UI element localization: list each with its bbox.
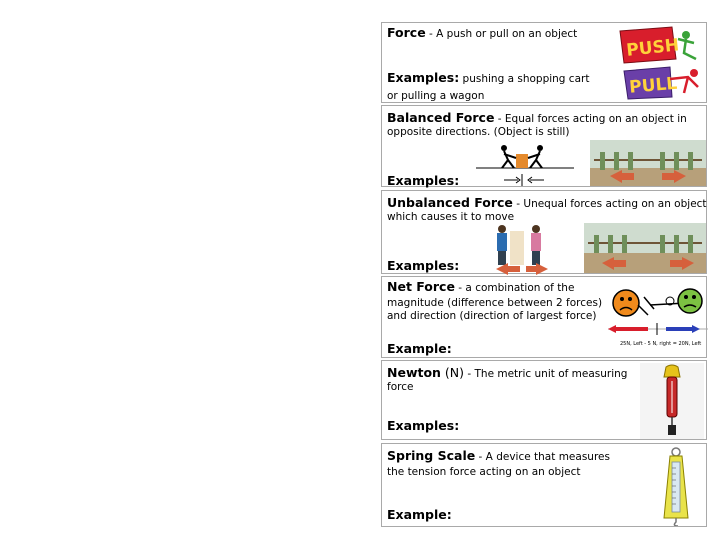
face-left-icon bbox=[613, 290, 639, 316]
newton-examples-label: Examples: bbox=[387, 418, 460, 433]
balanced-push-box-image bbox=[474, 142, 576, 186]
spring-scale-image bbox=[648, 446, 702, 526]
net-definition-line3: and direction (direction of largest force) bbox=[387, 310, 597, 322]
pull-sign bbox=[624, 67, 698, 99]
newton-card bbox=[381, 360, 707, 440]
unbalanced-examples-label: Examples: bbox=[387, 258, 460, 273]
force-examples: Examples: pushing a shopping cart bbox=[387, 70, 590, 85]
net-force-card bbox=[381, 276, 707, 358]
examples-label: Examples: bbox=[387, 70, 460, 85]
spring-definition-line2: the tension force acting on an object bbox=[387, 466, 581, 478]
balanced-definition-line2: opposite directions. (Object is still) bbox=[387, 126, 570, 138]
term-balanced-force: Balanced Force bbox=[387, 110, 495, 125]
net-definition-line2: magnitude (difference between 2 forces) bbox=[387, 297, 603, 309]
net-example-label: Example: bbox=[387, 341, 452, 356]
push-pull-clipart bbox=[614, 25, 704, 101]
balanced-definition: Balanced Force - Equal forces acting on an object in bbox=[387, 110, 687, 125]
balanced-examples-label: Examples: bbox=[387, 173, 460, 188]
force-card bbox=[381, 22, 707, 103]
unbalanced-force-card bbox=[381, 190, 707, 274]
push-sign bbox=[620, 27, 696, 63]
spring-definition: Spring Scale - A device that measures bbox=[387, 448, 610, 463]
balanced-tug-of-war-image bbox=[590, 140, 706, 186]
left-force-arrow-icon bbox=[608, 325, 648, 333]
force-definition: Force - A push or pull on an object bbox=[387, 25, 578, 40]
newton-definition: Newton (N) - The metric unit of measuring bbox=[387, 365, 628, 380]
term-net-force: Net Force bbox=[387, 279, 455, 294]
unbalanced-definition-line2: which causes it to move bbox=[387, 211, 515, 223]
unbalanced-definition: Unbalanced Force - Unequal forces acting on an object bbox=[387, 195, 707, 210]
right-force-arrow-icon bbox=[666, 325, 700, 333]
unbalanced-tug-of-war-image bbox=[584, 223, 706, 273]
spring-scale-card bbox=[381, 443, 707, 527]
balanced-force-card bbox=[381, 105, 707, 187]
unbalanced-push-image bbox=[492, 221, 552, 275]
spring-scale-hanging-image bbox=[640, 363, 704, 439]
newton-definition-line2: force bbox=[387, 381, 414, 393]
net-force-equation: 25N, Left - 5 N, right = 20N, Left bbox=[620, 341, 702, 347]
term-unbalanced-force: Unbalanced Force bbox=[387, 195, 513, 210]
push-word: PUSH bbox=[625, 35, 681, 61]
pull-word: PULL bbox=[628, 73, 678, 98]
spring-example-label: Example: bbox=[387, 507, 452, 522]
face-right-icon bbox=[678, 289, 702, 313]
right-arrow-icon bbox=[526, 263, 548, 275]
term-force: Force bbox=[387, 25, 426, 40]
term-newton: Newton bbox=[387, 365, 441, 380]
force-examples-line2: or pulling a wagon bbox=[387, 90, 485, 102]
net-definition: Net Force - a combination of the bbox=[387, 279, 575, 294]
term-spring-scale: Spring Scale bbox=[387, 448, 476, 463]
